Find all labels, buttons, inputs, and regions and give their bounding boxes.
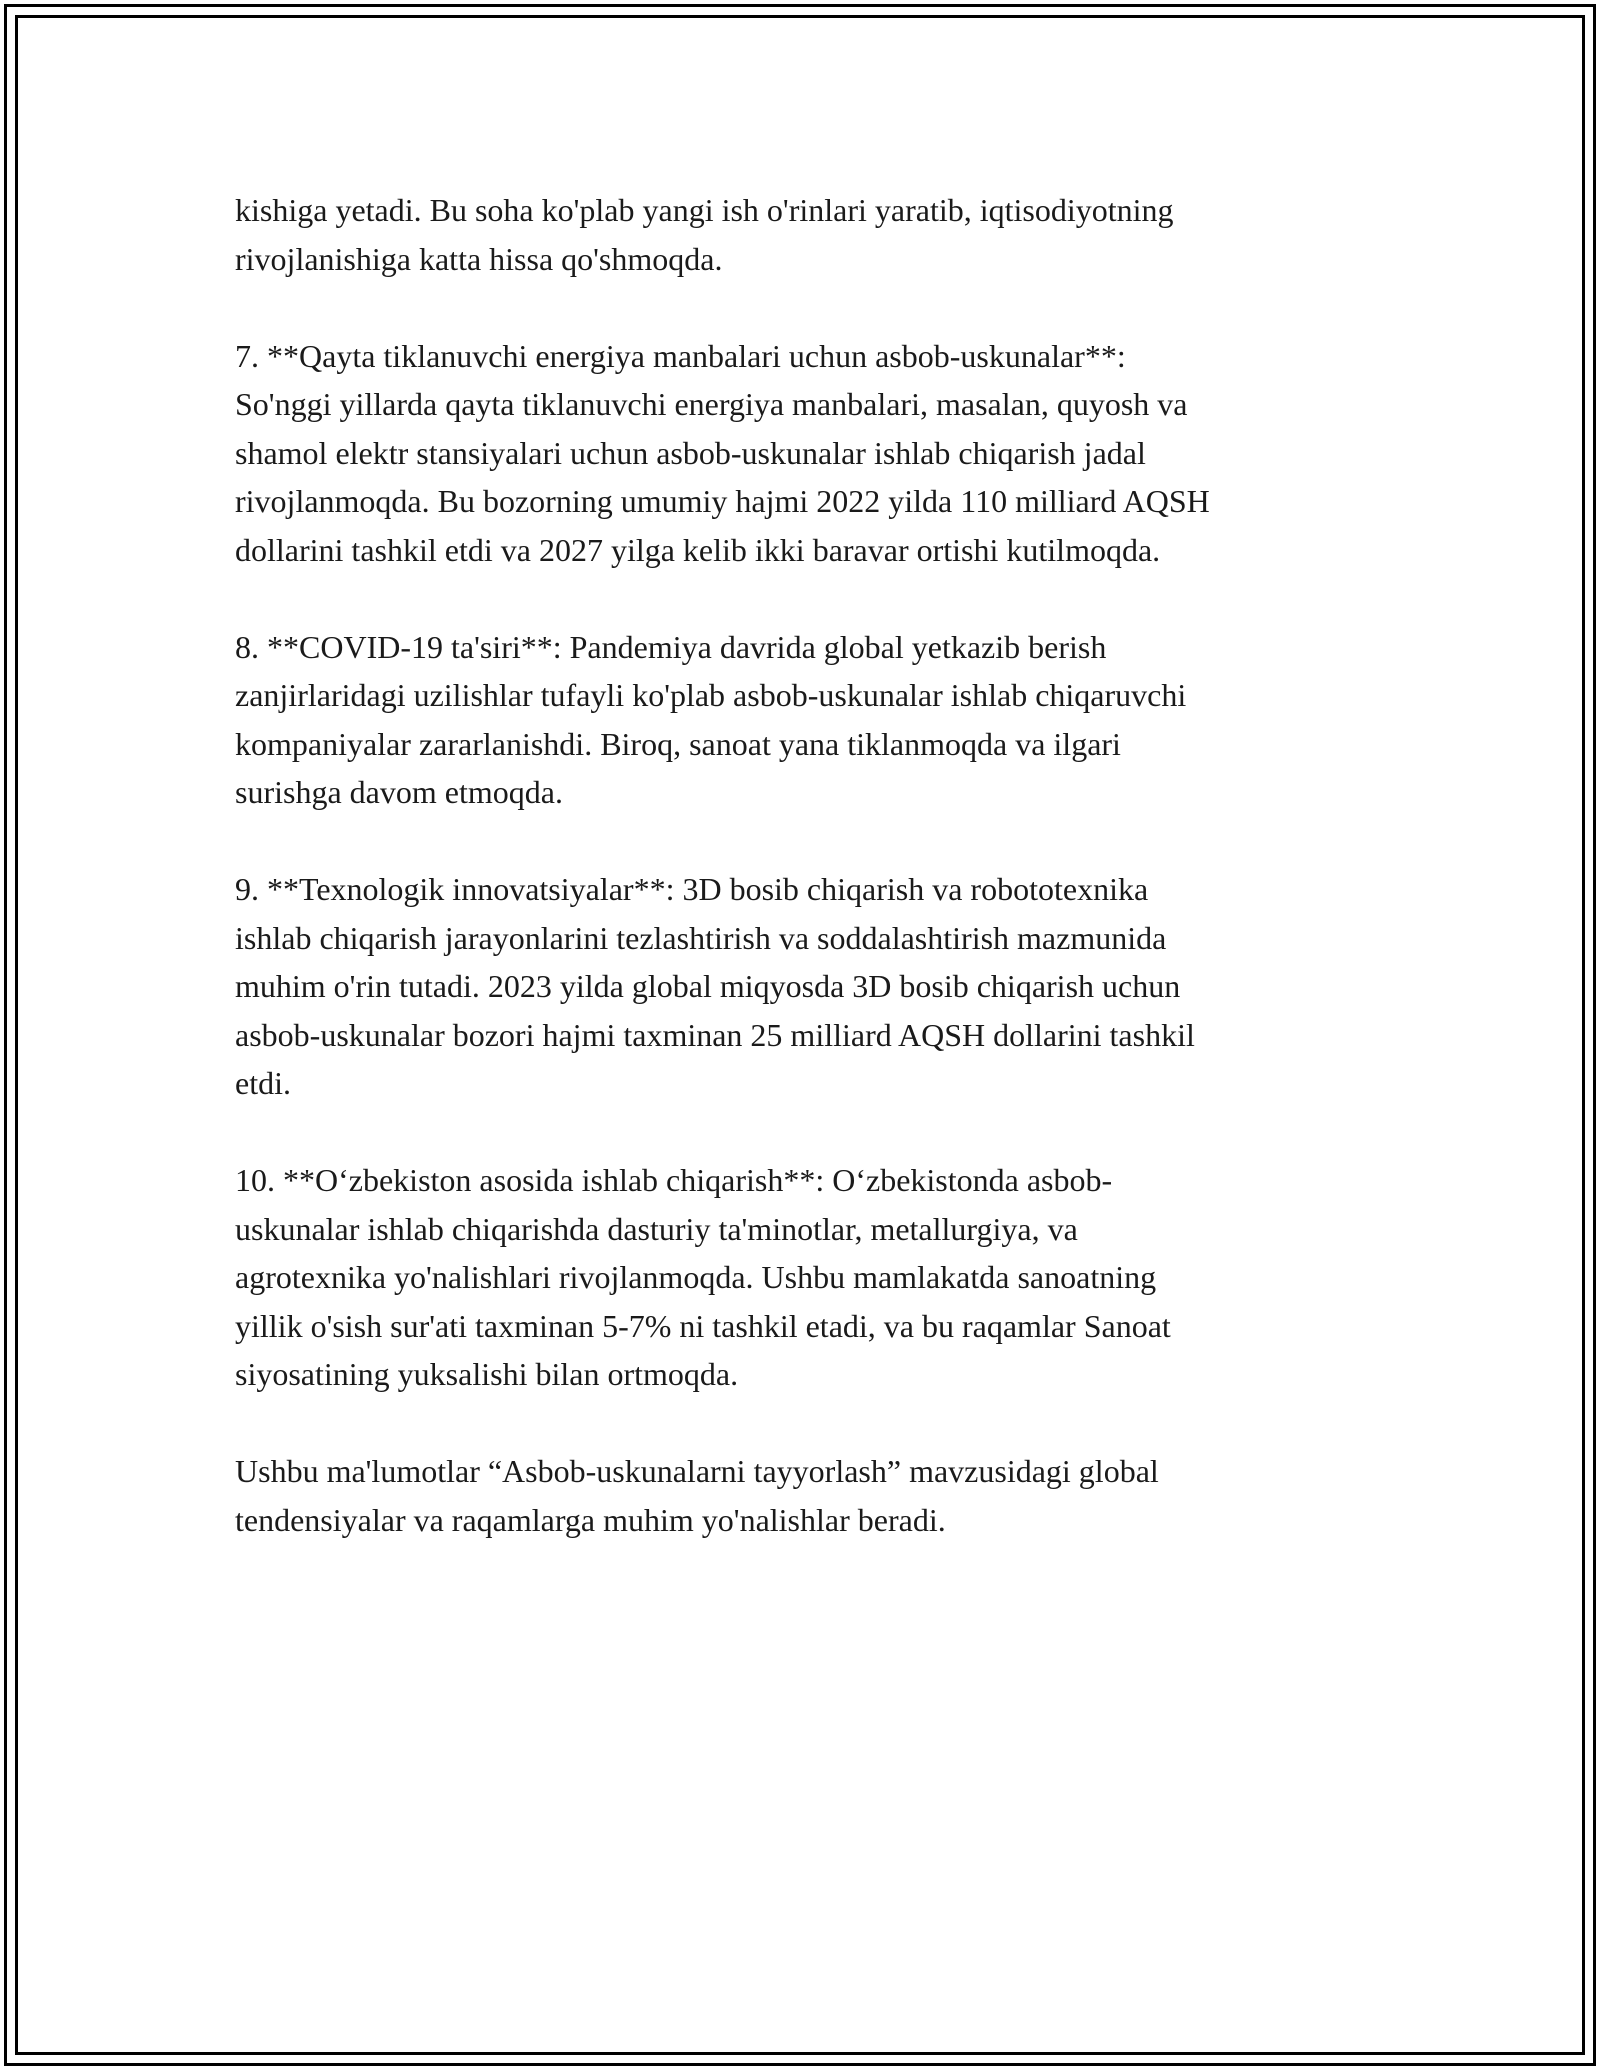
paragraph-conclusion: Ushbu ma'lumotlar “Asbob-uskunalarni tayyorlash” mavzusidagi global tendensiyalar va raqamlarga muhim yo'nalishlar beradi. — [235, 1453, 1159, 1538]
document-body — [235, 186, 1375, 1593]
paragraph-item-8: 8. **COVID-19 ta'siri**: Pandemiya davrida global yetkazib berish zanjirlaridagi uzilishlar tufayli ko'plab asbob-uskunalar ishlab chiqaruvchi kompaniyalar zararlanishdi. Biroq, sanoat yana tiklanmoqda va ilgari surishga davom etmoqda. — [235, 628, 1187, 810]
paragraph-item-7: 7. **Qayta tiklanuvchi energiya manbalari uchun asbob-uskunalar**: So'nggi yillarda qayta tiklanuvchi energiya manbalari, masalan, quyosh va shamol elektr stansiyalari uchun asbob-uskunalar ishlab chiqarish jadal rivojlanmoqda. Bu bozorning umumiy hajmi 2022 yilda 110 milliard AQSH dollarini tashkil etdi va 2027 yilga kelib ikki baravar ortishi kutilmoqda. — [235, 337, 1210, 568]
paragraph-continuation: kishiga yetadi. Bu soha ko'plab yangi ish o'rinlari yaratib, iqtisodiyotning rivojlanishiga katta hissa qo'shmoqda. — [235, 192, 1174, 277]
paragraph-item-9: 9. **Texnologik innovatsiyalar**: 3D bosib chiqarish va robototexnika ishlab chiqarish jarayonlarini tezlashtirish va soddalashtirish mazmunida muhim o'rin tutadi. 2023 yilda global miqyosda 3D bosib chiqarish uchun asbob-uskunalar bozori hajmi taxminan 25 milliard AQSH dollarini tashkil etdi. — [235, 871, 1195, 1101]
paragraph-item-10: 10. **O‘zbekiston asosida ishlab chiqarish**: O‘zbekistonda asbob- uskunalar ishlab chiqarishda dasturiy ta'minotlar, metallurgiya, va agrotexnika yo'nalishlari rivojlanmoqda. Ushbu mamlakatda sanoatning yillik o'sish sur'ati taxminan 5-7% ni tashkil etadi, va bu raqamlar Sanoat siyosatining yuksalishi bilan ortmoqda. — [235, 1162, 1171, 1392]
